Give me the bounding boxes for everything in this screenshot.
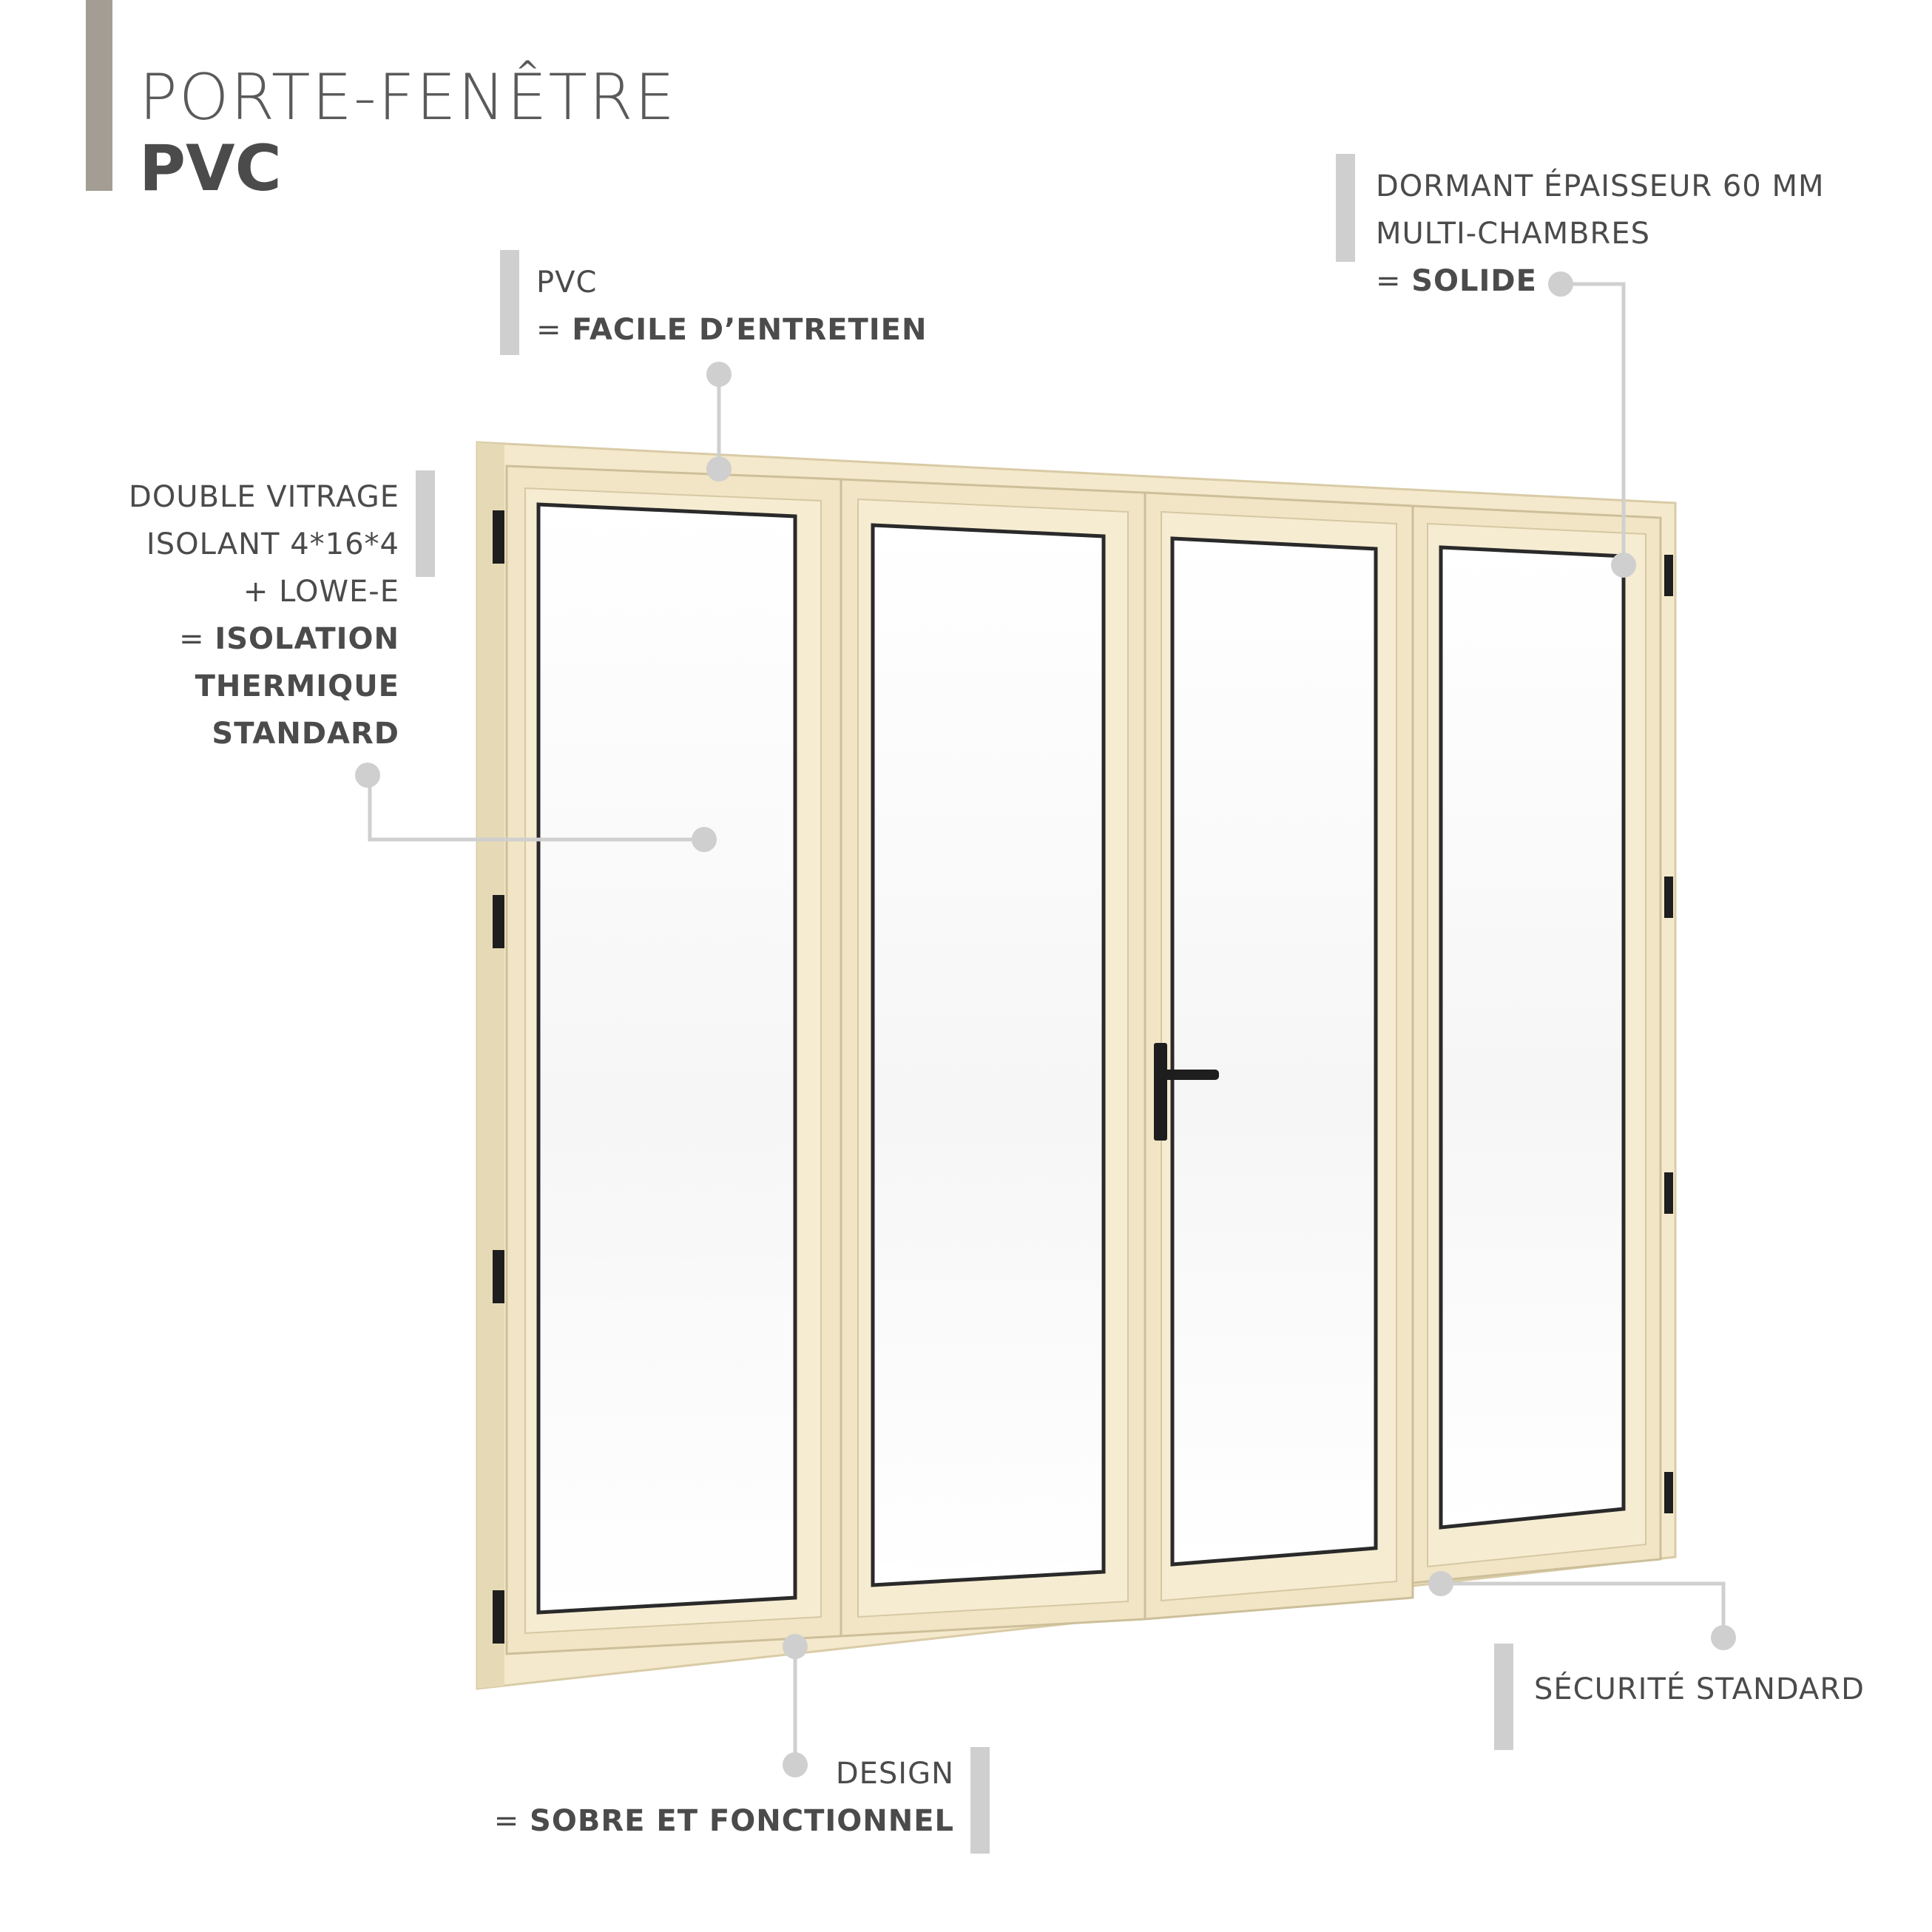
leaf-1-glass xyxy=(538,504,795,1612)
label-text: DOUBLE VITRAGE xyxy=(129,480,399,514)
label-text-bold: ISOLATION xyxy=(215,622,399,656)
hinge-icon xyxy=(1664,1472,1673,1513)
label-accent-bar xyxy=(970,1747,990,1854)
label-pvc xyxy=(536,259,927,354)
label-text: = xyxy=(536,313,572,347)
label-text: ISOLANT 4*16*4 xyxy=(146,527,399,561)
callout-dot xyxy=(706,362,732,387)
label-text: DORMANT ÉPAISSEUR 60 MM xyxy=(1376,169,1825,203)
hinge-icon xyxy=(1664,1172,1673,1214)
label-dormant xyxy=(1376,163,1825,305)
hinge-icon xyxy=(493,510,504,564)
page-title: PORTE-FENÊTRE xyxy=(139,61,677,135)
label-text: = xyxy=(1376,264,1412,298)
hinge-icon xyxy=(493,1250,504,1303)
leaf-4-glass xyxy=(1441,547,1624,1527)
label-accent-bar xyxy=(1336,154,1355,262)
label-vitrage xyxy=(129,473,399,757)
hinge-icon xyxy=(493,895,504,948)
label-text-bold: STANDARD xyxy=(212,717,399,751)
label-securite xyxy=(1534,1666,1865,1713)
label-text: + LOWE-E xyxy=(243,575,399,609)
label-design xyxy=(494,1750,954,1845)
label-text-bold: SOBRE ET FONCTIONNEL xyxy=(530,1804,954,1838)
callout-dot xyxy=(1611,553,1636,578)
frame-shadow-left xyxy=(477,442,504,1689)
callout-dot xyxy=(1711,1625,1736,1650)
callout-dot xyxy=(355,763,380,788)
hinge-icon xyxy=(1664,877,1673,918)
label-text: PVC xyxy=(536,266,598,300)
callout-dot xyxy=(692,827,717,852)
leaf-2-glass xyxy=(873,525,1104,1585)
label-text-bold: SOLIDE xyxy=(1411,264,1537,298)
label-text-bold: FACILE D’ENTRETIEN xyxy=(572,313,928,347)
callout-dot xyxy=(1428,1571,1453,1596)
hinge-icon xyxy=(493,1590,504,1644)
label-text: MULTI-CHAMBRES xyxy=(1376,217,1651,251)
hinge-icon xyxy=(1664,555,1673,596)
label-text-bold: THERMIQUE xyxy=(195,669,399,703)
label-accent-bar xyxy=(416,470,435,577)
label-accent-bar xyxy=(500,250,519,355)
label-text: DESIGN xyxy=(835,1757,954,1791)
label-text: = xyxy=(179,622,215,656)
label-text: = xyxy=(493,1804,530,1838)
label-text: SÉCURITÉ STANDARD xyxy=(1534,1672,1865,1706)
leaf-3-glass xyxy=(1172,538,1376,1564)
callout-dot xyxy=(783,1634,808,1659)
label-accent-bar xyxy=(1494,1644,1513,1750)
callout-dot xyxy=(706,456,732,482)
page-subtitle: PVC xyxy=(139,132,282,206)
